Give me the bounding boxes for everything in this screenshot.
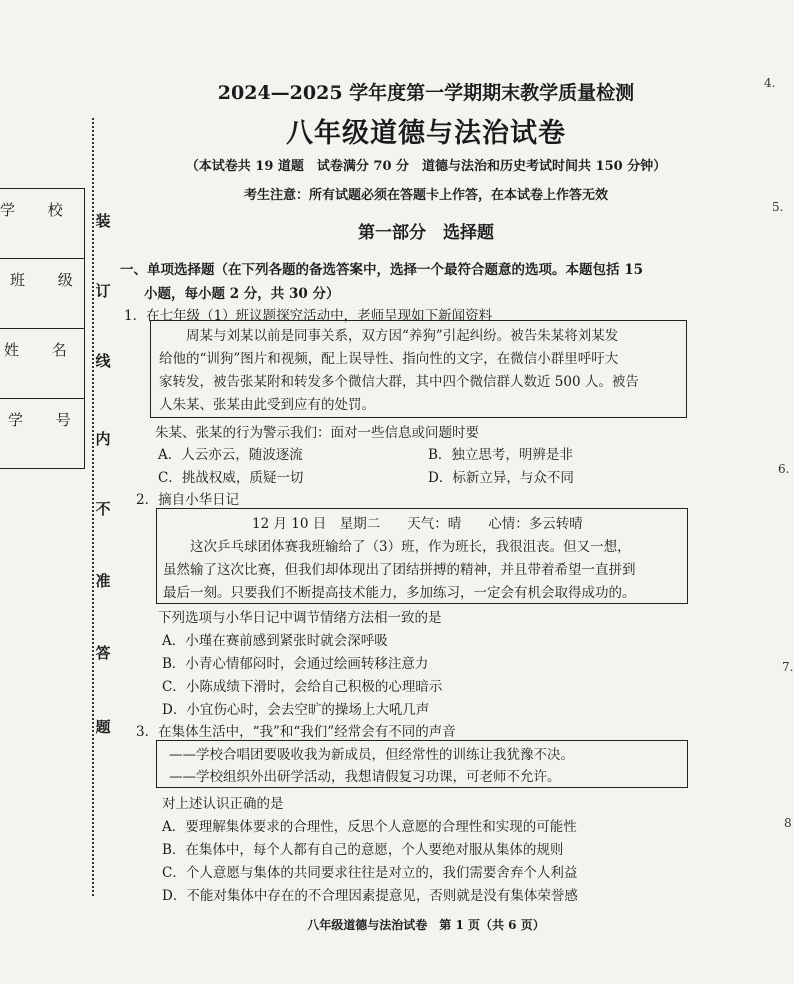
edge-number: 6. <box>778 462 790 476</box>
binding-char: 内 <box>95 430 111 448</box>
q3-question: 对上述认识正确的是 <box>162 796 284 812</box>
binding-char: 装 <box>95 212 111 230</box>
student-info-table <box>0 188 85 469</box>
info-label-class: 班 级 <box>10 271 87 289</box>
binding-char: 准 <box>95 572 111 590</box>
section-intro-line1: 一、单项选择题（在下列各题的备选答案中，选择一个最符合题意的选项。本题包括 15 <box>120 262 643 278</box>
info-row-id <box>0 399 84 469</box>
q3-material-line: ——学校组织外出研学活动，我想请假复习功课，可老师不允许。 <box>169 769 561 785</box>
q1-material-line: 家转发，被告张某附和转发多个微信大群，其中四个微信群人数近 500 人。被告 <box>159 374 639 390</box>
q2-diary-header: 12 月 10 日 星期二 天气：晴 心情：多云转晴 <box>252 516 583 532</box>
q2-option-c: C．小陈成绩下滑时，会给自己积极的心理暗示 <box>162 679 443 695</box>
q1-question: 朱某、张某的行为警示我们：面对一些信息或问题时要 <box>155 425 479 441</box>
q2-stem: 2．摘自小华日记 <box>136 492 240 508</box>
info-row-school <box>0 189 84 259</box>
q3-option-d: D．不能对集体中存在的不合理因素提意见，否则就是没有集体荣誉感 <box>162 888 578 904</box>
binding-char: 订 <box>95 282 111 300</box>
q1-material-line: 人朱某、张某由此受到应有的处罚。 <box>159 397 375 413</box>
q2-diary-box <box>156 508 688 604</box>
binding-char: 线 <box>95 352 111 370</box>
q2-option-a: A．小瑾在赛前感到紧张时就会深呼吸 <box>162 633 388 649</box>
q1-option-d: D．标新立异，与众不同 <box>428 470 574 486</box>
q3-option-a: A．要理解集体要求的合理性，反思个人意愿的合理性和实现的可能性 <box>162 819 577 835</box>
exam-info: （本试卷共 19 道题 试卷满分 70 分 道德与法治和历史考试时间共 150 分钟） <box>185 159 667 174</box>
q2-option-b: B．小青心情郁闷时，会通过绘画转移注意力 <box>162 656 429 672</box>
q1-option-a: A．人云亦云，随波逐流 <box>158 447 303 463</box>
q3-stem: 3．在集体生活中，“我”和“我们”经常会有不同的声音 <box>136 724 456 740</box>
q1-material-line: 给他的“训狗”图片和视频，配上误导性、指向性的文字，在微信小群里呼吁大 <box>159 351 619 367</box>
q3-option-b: B．在集体中，每个人都有自己的意愿，个人要绝对服从集体的规则 <box>162 842 564 858</box>
info-label-id: 学 号 <box>8 411 85 429</box>
q3-material-box <box>156 740 688 788</box>
q2-material-line: 最后一刻。只要我们不断提高技术能力，多加练习，一定会有机会取得成功的。 <box>163 585 636 601</box>
info-label-school: 学 校 <box>0 201 77 219</box>
q1-option-b: B．独立思考，明辨是非 <box>428 447 573 463</box>
q3-material-line: ——学校合唱团要吸收我为新成员，但经常性的训练让我犹豫不决。 <box>169 747 574 763</box>
info-row-name <box>0 329 84 399</box>
q1-material-box <box>150 320 687 418</box>
edge-number: 5. <box>772 200 784 214</box>
q3-option-c: C．个人意愿与集体的共同要求往往是对立的，我们需要舍弃个人利益 <box>162 865 578 881</box>
q2-material-line: 这次乒乓球团体赛我班输给了（3）班，作为班长，我很沮丧。但又一想， <box>163 539 631 555</box>
exam-notice: 考生注意：所有试题必须在答题卡上作答，在本试卷上作答无效 <box>243 188 608 203</box>
q2-material-line: 虽然输了这次比赛，但我们却体现出了团结拼搏的精神，并且带着希望一直拼到 <box>163 562 636 578</box>
binding-char: 答 <box>95 644 111 662</box>
edge-number: 7. <box>782 660 794 674</box>
part-title: 第一部分 选择题 <box>358 223 494 243</box>
page-footer: 八年级道德与法治试卷 第 1 页（共 6 页） <box>307 918 545 932</box>
binding-char: 不 <box>95 500 111 518</box>
q2-question: 下列选项与小华日记中调节情绪方法相一致的是 <box>158 610 442 626</box>
edge-number: 8 <box>784 816 792 830</box>
q2-option-d: D．小宜伤心时，会去空旷的操场上大吼几声 <box>162 702 430 718</box>
exam-title-line1: 2024—2025 学年度第一学期期末教学质量检测 <box>217 82 635 104</box>
binding-char: 题 <box>95 718 111 736</box>
edge-number: 4. <box>764 76 776 90</box>
exam-title-line2: 八年级道德与法治试卷 <box>286 118 566 149</box>
info-label-name: 姓 名 <box>4 341 81 359</box>
q1-option-c: C．挑战权威，质疑一切 <box>158 470 304 486</box>
section-intro-line2: 小题，每小题 2 分，共 30 分） <box>144 286 340 302</box>
q1-material-line: 周某与刘某以前是同事关系，双方因“养狗”引起纠纷。被告朱某将刘某发 <box>159 328 619 344</box>
info-row-class <box>0 259 87 329</box>
q1-stem: 1．在七年级（1）班议题探究活动中，老师呈现如下新闻资料 <box>124 308 493 324</box>
